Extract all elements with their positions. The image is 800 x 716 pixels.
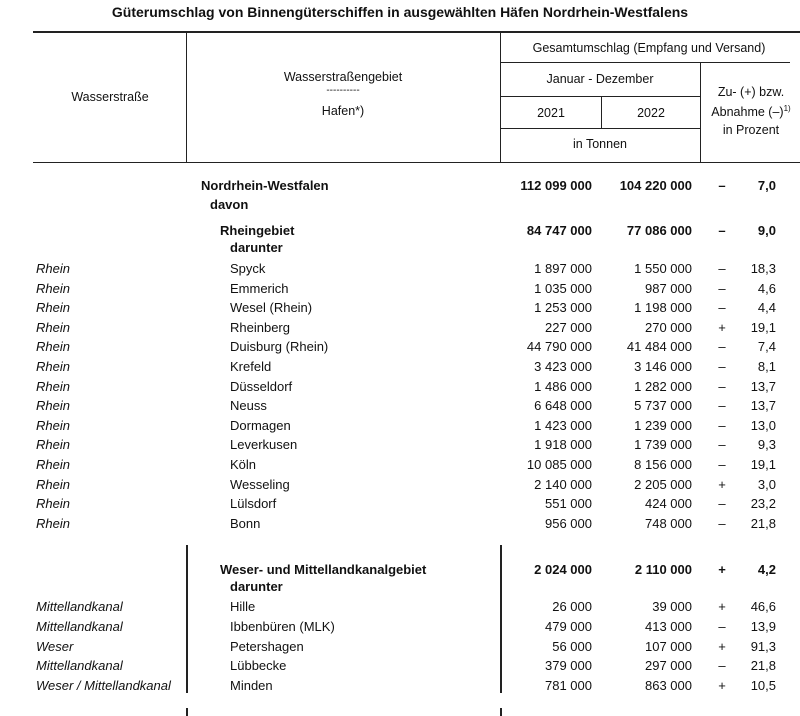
wasserstrasse-cell: Rhein	[36, 339, 70, 355]
value-2021-cell: 1 253 000	[534, 300, 592, 316]
wasserstrasse-cell: Rhein	[36, 417, 70, 433]
value-2021-cell: 6 648 000	[534, 398, 592, 414]
wasserstrasse-cell: Rhein	[36, 476, 70, 492]
change-sign-cell: –	[718, 457, 726, 472]
value-2022-cell: 39 000	[652, 599, 692, 614]
group-rheingebiet-2021: 84 747 000	[526, 223, 592, 238]
value-2022-cell: 107 000	[645, 638, 692, 654]
value-2022-cell: 1 282 000	[634, 378, 692, 394]
change-percent-cell: 13,9	[750, 618, 776, 634]
table-row	[0, 416, 800, 436]
wasserstrasse-cell: Rhein	[36, 378, 70, 394]
change-sign-cell: –	[718, 515, 726, 531]
wasserstrasse-cell: Mittellandkanal	[36, 599, 123, 614]
wasserstrasse-cell: Rhein	[36, 280, 70, 296]
header-rule-years	[500, 128, 700, 129]
header-gebiet-line2: ----------	[326, 85, 360, 96]
value-2021-cell: 3 423 000	[534, 359, 592, 374]
value-2022-cell: 424 000	[645, 496, 692, 512]
table-row	[0, 298, 800, 318]
group-rheingebiet-sign: –	[718, 223, 726, 238]
change-sign-cell: –	[718, 437, 726, 453]
value-2022-cell: 1 550 000	[634, 261, 692, 276]
table-row	[0, 475, 800, 495]
wasserstrasse-cell: Weser	[36, 638, 74, 654]
change-sign-cell: –	[718, 658, 726, 674]
total-2021: 112 099 000	[520, 178, 592, 193]
value-2021-cell: 1 035 000	[534, 280, 592, 296]
change-percent-cell: 9,3	[757, 437, 776, 453]
value-2022-cell: 863 000	[645, 678, 692, 694]
hafen-cell: Leverkusen	[230, 437, 298, 453]
table-row	[0, 357, 800, 377]
hafen-cell: Köln	[230, 457, 257, 472]
wasserstrasse-cell: Rhein	[36, 300, 70, 316]
change-percent-cell: 4,6	[757, 280, 776, 296]
value-2021-cell: 1 897 000	[534, 261, 592, 276]
change-percent-cell: 18,3	[750, 261, 776, 276]
value-2022-cell: 1 198 000	[634, 300, 692, 316]
value-2021-cell: 10 085 000	[526, 457, 592, 472]
hafen-cell: Wesseling	[230, 476, 290, 492]
wasserstrasse-cell: Rhein	[36, 457, 70, 472]
group-weser-row	[0, 560, 800, 580]
table-row	[0, 455, 800, 475]
header-wasserstrasse: Wasserstraße	[71, 90, 149, 104]
body-divider-bottom-b	[500, 708, 502, 716]
change-sign-cell: –	[718, 618, 726, 634]
wasserstrasse-cell: Rhein	[36, 437, 70, 453]
table-title: Güterumschlag von Binnengüterschiffen in ausgewählten Häfen Nordrhein-Westfalens	[111, 4, 689, 20]
total-sign: –	[718, 178, 726, 193]
table-row	[0, 637, 800, 657]
header-year-2021: 2021	[537, 106, 565, 120]
change-percent-cell: 10,5	[750, 678, 776, 694]
change-percent-cell: 23,2	[750, 496, 776, 512]
group-rheingebiet-pct: 9,0	[757, 223, 776, 238]
hafen-cell: Neuss	[230, 398, 267, 414]
change-sign-cell: –	[718, 339, 726, 355]
header-gesamtumschlag: Gesamtumschlag (Empfang und Versand)	[532, 41, 766, 55]
change-sign-cell: –	[718, 280, 726, 296]
value-2022-cell: 41 484 000	[626, 339, 692, 355]
value-2021-cell: 956 000	[545, 515, 592, 531]
value-2022-cell: 1 239 000	[634, 417, 692, 433]
table-row	[0, 494, 800, 514]
group-weser-label: Weser- und Mittellandkanalgebiet	[220, 562, 427, 577]
wasserstrasse-cell: Mittellandkanal	[36, 658, 123, 674]
table-top-rule	[33, 31, 800, 33]
value-2022-cell: 2 205 000	[634, 476, 692, 492]
value-2022-cell: 8 156 000	[634, 457, 692, 472]
change-percent-cell: 13,7	[750, 378, 776, 394]
header-gebiet-line1: Wasserstraßengebiet	[283, 70, 403, 84]
group-weser-pct: 4,2	[757, 562, 776, 577]
header-divider-2	[500, 31, 501, 163]
group-weser-2022: 2 110 000	[634, 562, 692, 577]
header-change-line2: Abnahme $(-)^{1)}$	[711, 104, 791, 120]
hafen-cell: Lübbecke	[230, 658, 287, 674]
value-2021-cell: 2 140 000	[534, 476, 592, 492]
hafen-cell: Bonn	[230, 515, 261, 531]
group-weser-sign: +	[718, 562, 726, 577]
change-percent-cell: 46,6	[750, 599, 776, 614]
group-rheingebiet-row	[0, 221, 800, 241]
total-2022: 104 220 000	[619, 178, 692, 193]
header-change-line3: in Prozent	[722, 123, 780, 137]
header-year-2022: 2022	[637, 106, 665, 120]
value-2021-cell: 1 918 000	[534, 437, 592, 453]
body-divider-bottom-a	[186, 708, 188, 716]
change-sign-cell: +	[718, 319, 726, 335]
value-2021-cell: 479 000	[545, 618, 592, 634]
wasserstrasse-cell: Rhein	[36, 515, 70, 531]
value-2021-cell: 227 000	[545, 319, 592, 335]
table-row	[0, 259, 800, 279]
change-percent-cell: 19,1	[750, 319, 776, 335]
table-row	[0, 656, 800, 676]
hafen-cell: Spyck	[230, 261, 266, 276]
change-sign-cell: –	[718, 261, 726, 276]
header-divider-1	[186, 31, 187, 163]
change-sign-cell: +	[718, 476, 726, 492]
group-rheingebiet-darunter: darunter	[230, 240, 283, 255]
table-row	[0, 279, 800, 299]
value-2021-cell: 1 423 000	[534, 417, 592, 433]
value-2021-cell: 781 000	[545, 678, 592, 694]
change-sign-cell: –	[718, 378, 726, 394]
value-2021-cell: 26 000	[552, 599, 592, 614]
wasserstrasse-cell: Weser / Mittellandkanal	[36, 678, 171, 694]
value-2021-cell: 56 000	[552, 638, 592, 654]
change-sign-cell: –	[718, 359, 726, 374]
change-percent-cell: 13,0	[750, 417, 776, 433]
table-row	[0, 676, 800, 696]
change-percent-cell: 91,3	[750, 638, 776, 654]
change-sign-cell: –	[718, 300, 726, 316]
hafen-cell: Krefeld	[230, 359, 272, 374]
change-percent-cell: 4,4	[757, 300, 776, 316]
value-2022-cell: 5 737 000	[634, 398, 692, 414]
header-unit: in Tonnen	[573, 137, 627, 151]
hafen-cell: Wesel (Rhein)	[230, 300, 313, 316]
change-percent-cell: 21,8	[750, 658, 776, 674]
change-sign-cell: –	[718, 496, 726, 512]
change-percent-cell: 21,8	[750, 515, 776, 531]
value-2022-cell: 3 146 000	[634, 359, 692, 374]
table-row	[0, 318, 800, 338]
header-divider-3	[700, 62, 701, 162]
value-2021-cell: 44 790 000	[526, 339, 592, 355]
header-change-line1: Zu- (+) bzw.	[717, 85, 785, 99]
total-row	[0, 176, 800, 196]
change-sign-cell: –	[718, 398, 726, 414]
value-2021-cell: 379 000	[545, 658, 592, 674]
hafen-cell: Emmerich	[230, 280, 289, 296]
change-percent-cell: 13,7	[750, 398, 776, 414]
group-rheingebiet-label: Rheingebiet	[220, 223, 295, 238]
hafen-cell: Hille	[230, 599, 256, 614]
wasserstrasse-cell: Rhein	[36, 398, 70, 414]
header-gebiet-line3: Hafen*)	[321, 104, 365, 118]
hafen-cell: Minden	[230, 678, 273, 694]
group-weser-darunter: darunter	[230, 579, 283, 594]
value-2021-cell: 551 000	[545, 496, 592, 512]
hafen-cell: Dormagen	[230, 417, 291, 433]
wasserstrasse-cell: Mittellandkanal	[36, 618, 123, 634]
wasserstrasse-cell: Rhein	[36, 261, 70, 276]
header-bottom-rule	[33, 162, 800, 163]
change-sign-cell: +	[718, 638, 726, 654]
hafen-cell: Lülsdorf	[230, 496, 277, 512]
total-davon: davon	[210, 197, 249, 212]
table-row	[0, 377, 800, 397]
value-2022-cell: 748 000	[645, 515, 692, 531]
change-sign-cell: +	[718, 678, 726, 694]
wasserstrasse-cell: Rhein	[36, 496, 70, 512]
change-percent-cell: 19,1	[750, 457, 776, 472]
table-row	[0, 514, 800, 534]
table-row	[0, 337, 800, 357]
change-percent-cell: 3,0	[757, 476, 776, 492]
table-row	[0, 617, 800, 637]
change-sign-cell: –	[718, 417, 726, 433]
value-2022-cell: 987 000	[645, 280, 692, 296]
change-sign-cell: +	[718, 599, 726, 614]
group-weser-2021: 2 024 000	[534, 562, 592, 577]
value-2022-cell: 1 739 000	[634, 437, 692, 453]
value-2021-cell: 1 486 000	[534, 378, 592, 394]
total-label: Nordrhein-Westfalen	[201, 178, 329, 193]
change-percent-cell: 8,1	[757, 359, 776, 374]
group-rheingebiet-2022: 77 086 000	[626, 223, 692, 238]
hafen-cell: Düsseldorf	[230, 378, 293, 394]
value-2022-cell: 270 000	[645, 319, 692, 335]
table-row	[0, 396, 800, 416]
hafen-cell: Petershagen	[230, 638, 304, 654]
value-2022-cell: 413 000	[645, 618, 692, 634]
table-row	[0, 597, 800, 617]
hafen-cell: Ibbenbüren (MLK)	[230, 618, 335, 634]
wasserstrasse-cell: Rhein	[36, 359, 70, 374]
header-zeitraum: Januar - Dezember	[546, 72, 654, 86]
value-2022-cell: 297 000	[645, 658, 692, 674]
table-row	[0, 435, 800, 455]
hafen-cell: Rheinberg	[230, 319, 290, 335]
total-pct: 7,0	[757, 178, 776, 193]
wasserstrasse-cell: Rhein	[36, 319, 70, 335]
change-percent-cell: 7,4	[757, 339, 776, 355]
header-rule-zeitraum	[500, 96, 700, 97]
hafen-cell: Duisburg (Rhein)	[230, 339, 329, 355]
header-rule-gesamt	[500, 62, 790, 63]
